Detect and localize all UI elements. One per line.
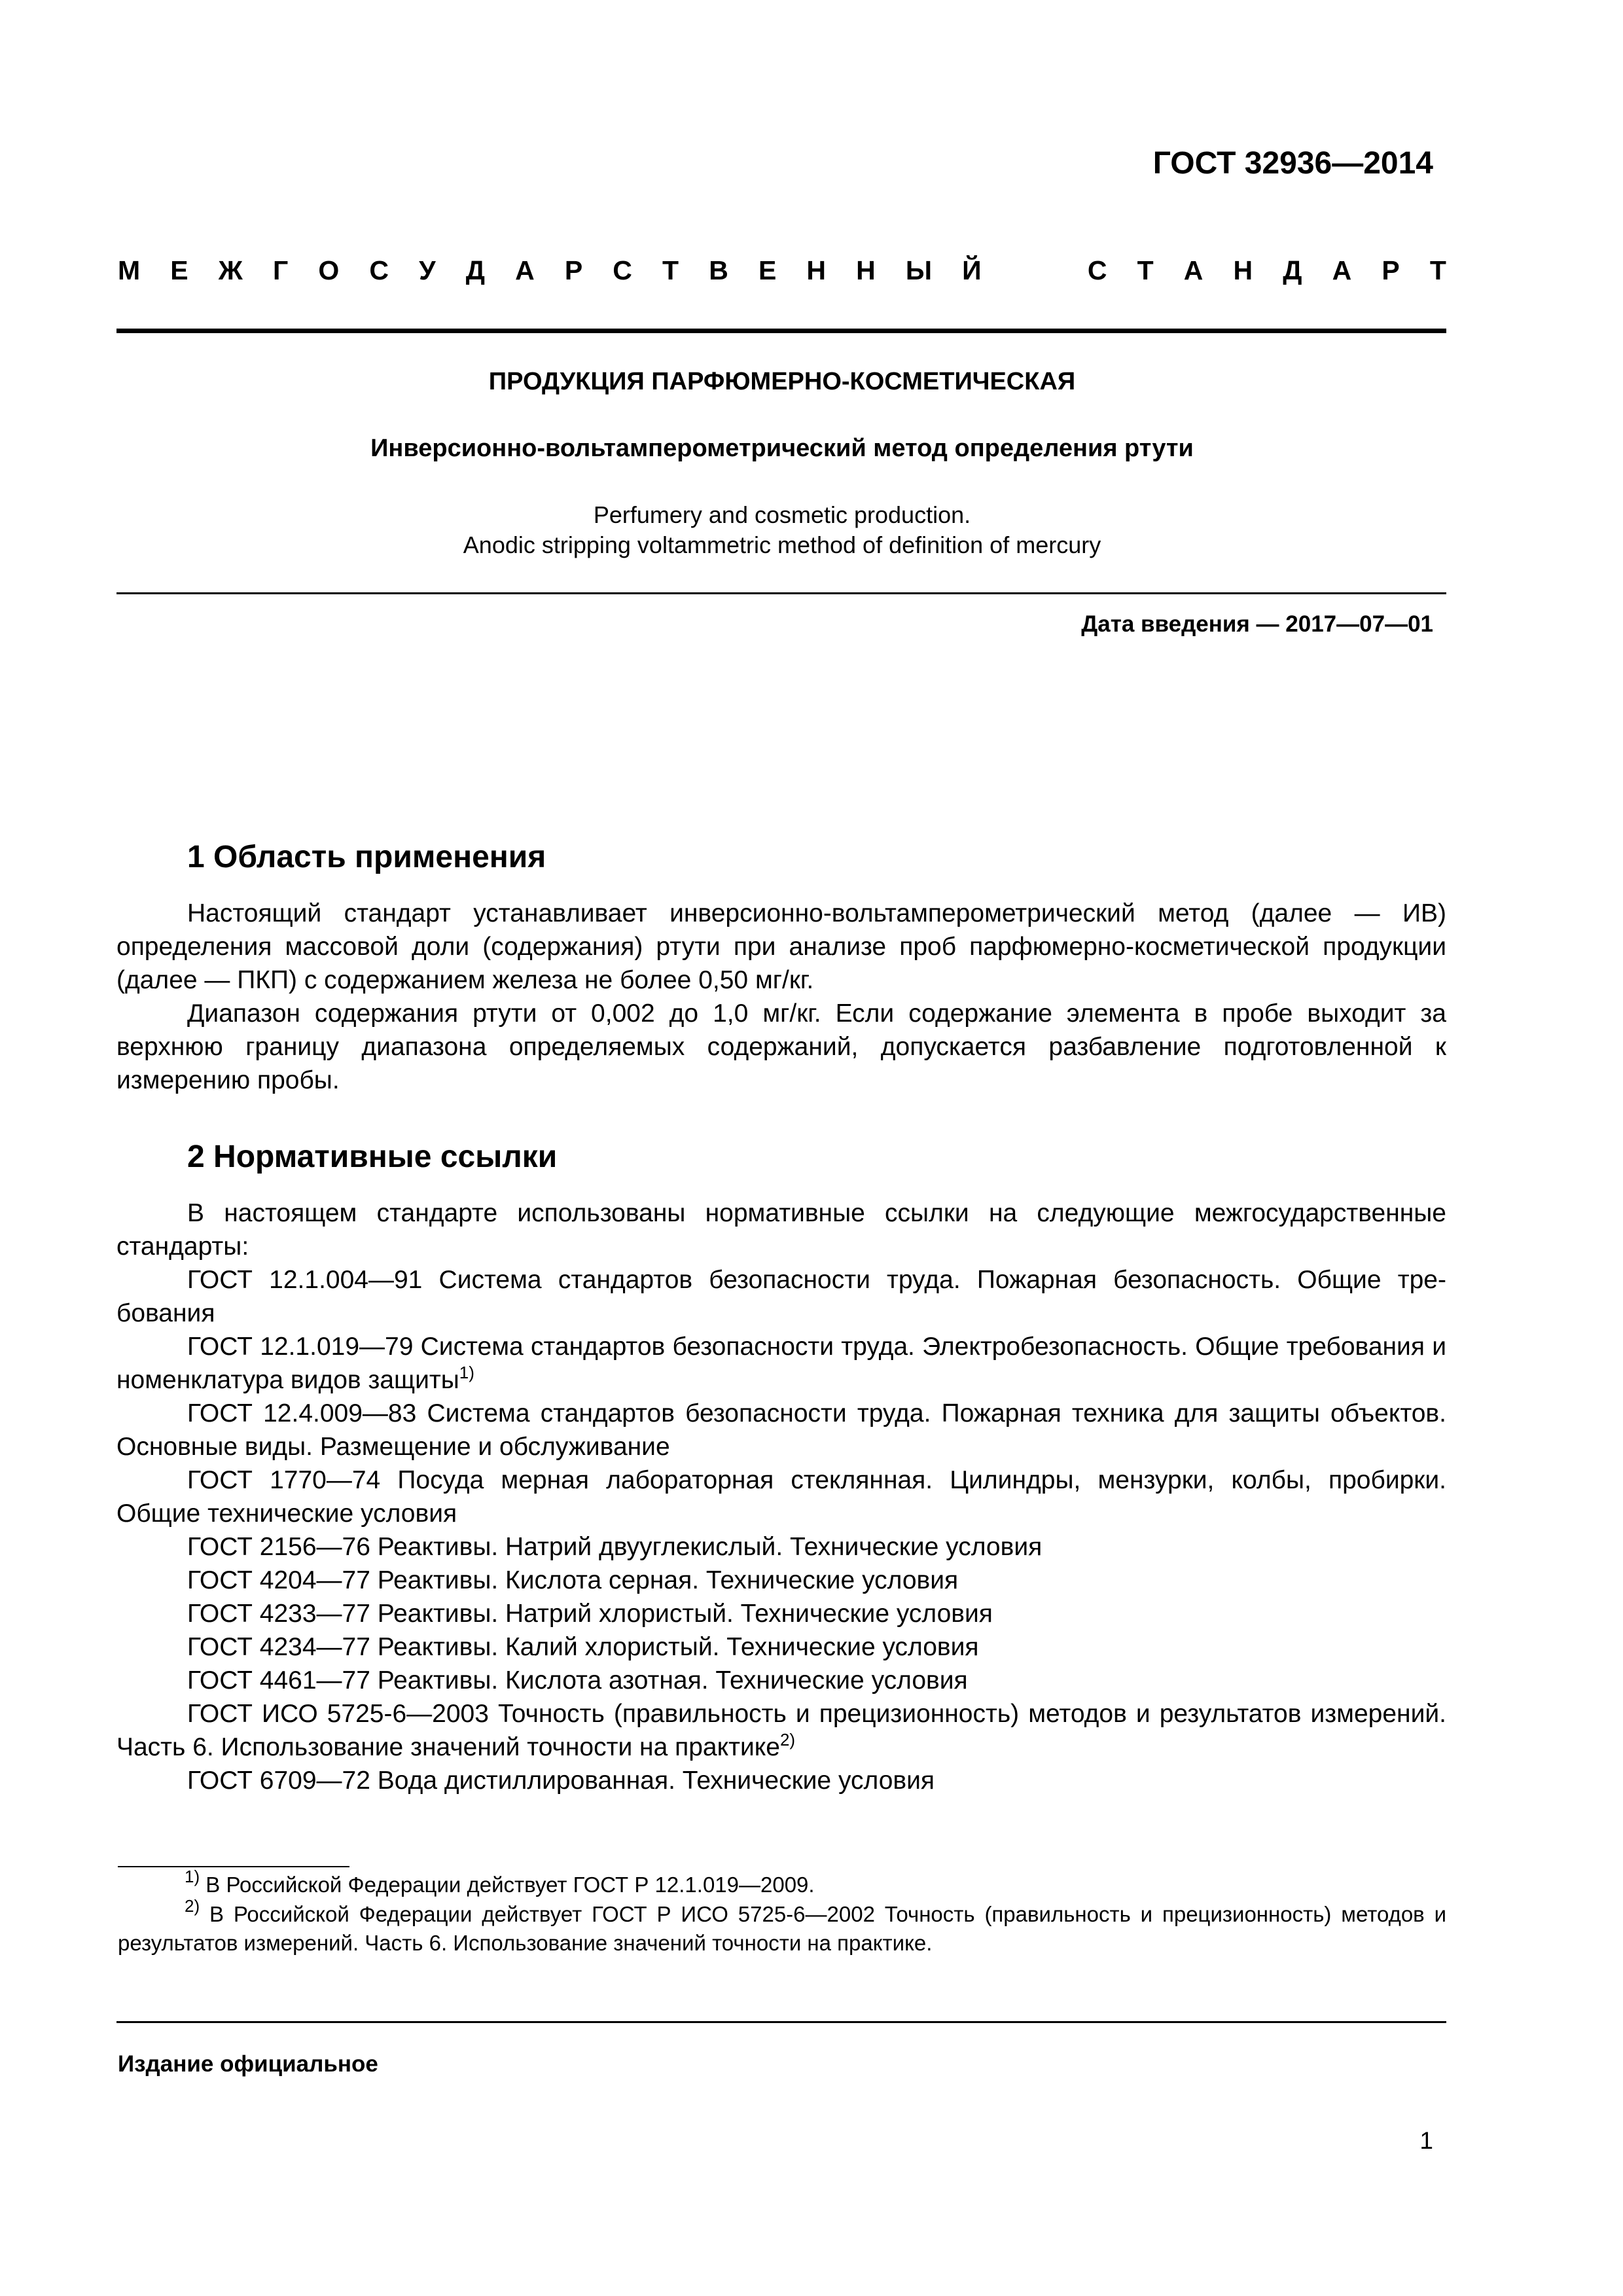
banner-word-gap	[1012, 255, 1058, 286]
banner-letter: Й	[962, 255, 982, 285]
banner-letter: А	[515, 255, 535, 285]
reference-item: ГОСТ 1770—74 Посуда мерная лабораторная стеклянная. Цилиндры, мензурки, колбы, пробирки. Общие технические условия	[116, 1466, 1446, 1528]
banner-letter: С	[1087, 255, 1107, 285]
banner-letter: Е	[170, 255, 188, 285]
title-rule	[116, 592, 1446, 594]
banner-letter: Р	[1382, 255, 1400, 285]
reference-item: ГОСТ 4234—77 Реактивы. Калий хлористый. Технические условия	[187, 1633, 979, 1661]
banner-letter: О	[318, 255, 340, 285]
footnote-mark: 2)	[779, 1730, 796, 1749]
footnote-paragraph	[118, 1867, 1446, 1899]
banner-letter: А	[1183, 255, 1204, 285]
banner-letter: Д	[465, 255, 485, 285]
reference-item	[116, 1330, 1446, 1397]
footer-rule	[116, 2021, 1446, 2023]
product-title: ПРОДУКЦИЯ ПАРФЮМЕРНО-КОСМЕТИЧЕСКАЯ	[488, 368, 1076, 395]
english-title-line-1: Perfumery and cosmetic production.	[593, 501, 971, 528]
banner-letter: Ы	[905, 255, 933, 285]
footnote-mark: 1)	[459, 1363, 474, 1382]
reference-item: ГОСТ 4233—77 Реактивы. Натрий хлористый. Технические условия	[187, 1600, 993, 1628]
banner-letter: Ж	[218, 255, 243, 285]
reference-item: ГОСТ 6709—72 Вода дистиллированная. Технические условия	[187, 1767, 935, 1795]
page-number: 1	[1419, 2127, 1433, 2154]
gost-number: ГОСТ 32936—2014	[1152, 146, 1433, 181]
introduction-date: Дата введения — 2017—07—01	[1081, 611, 1433, 637]
reference-item: ГОСТ 4204—77 Реактивы. Кислота серная. Технические условия	[187, 1566, 959, 1594]
section-2-heading: 2 Нормативные ссылки	[187, 1139, 558, 1174]
method-title: Инверсионно-вольтамперометрический метод определения ртути	[370, 435, 1194, 462]
official-edition-label: Издание официальное	[118, 2051, 378, 2077]
banner-letter: Т	[1429, 255, 1446, 285]
section-1-heading: 1 Область применения	[187, 840, 546, 874]
section-1-body	[116, 897, 1446, 1097]
paragraph: Настоящий стандарт устанавливает инверсионно-вольтамперометрический метод (далее — ИВ) определения массовой доли (содержания) ртути при анализе проб парфюмерно-косметической продукции (далее — ПКП) с содержанием железа не более 0,50 мг/кг.	[116, 899, 1446, 994]
interstate-standard-banner	[118, 255, 1446, 286]
footnote-text: В Российской Федерации действует ГОСТ Р 12.1.019—2009.	[205, 1873, 815, 1897]
banner-letter: С	[369, 255, 389, 285]
banner-letter: Н	[806, 255, 827, 285]
banner-letter: Н	[1233, 255, 1253, 285]
english-title-line-2: Anodic stripping voltammetric method of definition of mercury	[463, 531, 1101, 558]
footnote-2	[118, 1896, 1447, 1958]
banner-letter: Н	[856, 255, 876, 285]
english-title	[118, 500, 1446, 560]
section-2-body	[116, 1196, 1446, 1797]
banner-letter: А	[1332, 255, 1352, 285]
banner-letter: Р	[564, 255, 583, 285]
footnote-mark: 1)	[185, 1867, 200, 1886]
footnote-paragraph	[118, 1896, 1447, 1958]
reference-item: ГОСТ 12.4.009—83 Система стандартов безопасности труда. Пожарная техника для защиты объектов. Основные виды. Размещение и обслуживание	[116, 1399, 1446, 1461]
banner-letter: Е	[758, 255, 777, 285]
reference-item: ГОСТ 2156—76 Реактивы. Натрий двууглекислый. Технические условия	[187, 1533, 1043, 1561]
header-thick-rule	[116, 329, 1446, 333]
banner-letter: М	[118, 255, 141, 285]
banner-letter: Т	[662, 255, 679, 285]
reference-item	[116, 1697, 1446, 1764]
paragraph: В настоящем стандарте использованы нормативные ссылки на следующие межгосударственные стандарты:	[116, 1199, 1446, 1261]
reference-text: ГОСТ 12.1.019—79 Система стандартов безопасности труда. Электробезопасность. Общие требования и номенклатура видов защиты	[116, 1333, 1446, 1394]
banner-letter: У	[419, 255, 436, 285]
banner-letter: Д	[1283, 255, 1302, 285]
banner-letter: Г	[272, 255, 289, 285]
paragraph: Диапазон содержания ртути от 0,002 до 1,0 мг/кг. Если содержание элемента в пробе выходит за верхнюю границу диапазона определяемых содержаний, допускается разбавление подготовленной к измерению пробы.	[116, 999, 1446, 1094]
banner-letter: Т	[1137, 255, 1154, 285]
reference-item: ГОСТ 12.1.004—91 Система стандартов безопасности труда. Пожарная безопасность. Общие требования	[116, 1266, 1446, 1327]
footnote-text: В Российской Федерации действует ГОСТ Р ИСО 5725-6—2002 Точность (правильность и прецизионность) методов и результатов измерений. Часть 6. Использование значений точности на практике.	[118, 1902, 1447, 1955]
reference-item: ГОСТ 4461—77 Реактивы. Кислота азотная. Технические условия	[187, 1666, 968, 1695]
banner-letter: В	[709, 255, 728, 285]
footnote-mark: 2)	[185, 1896, 200, 1916]
footnote-separator	[118, 1866, 349, 1867]
reference-text: ГОСТ ИСО 5725-6—2003 Точность (правильность и прецизионность) методов и результатов измерений. Часть 6. Использование значений точности на практике	[116, 1700, 1446, 1761]
banner-letter: С	[613, 255, 632, 285]
footnote-1	[118, 1867, 1446, 1899]
